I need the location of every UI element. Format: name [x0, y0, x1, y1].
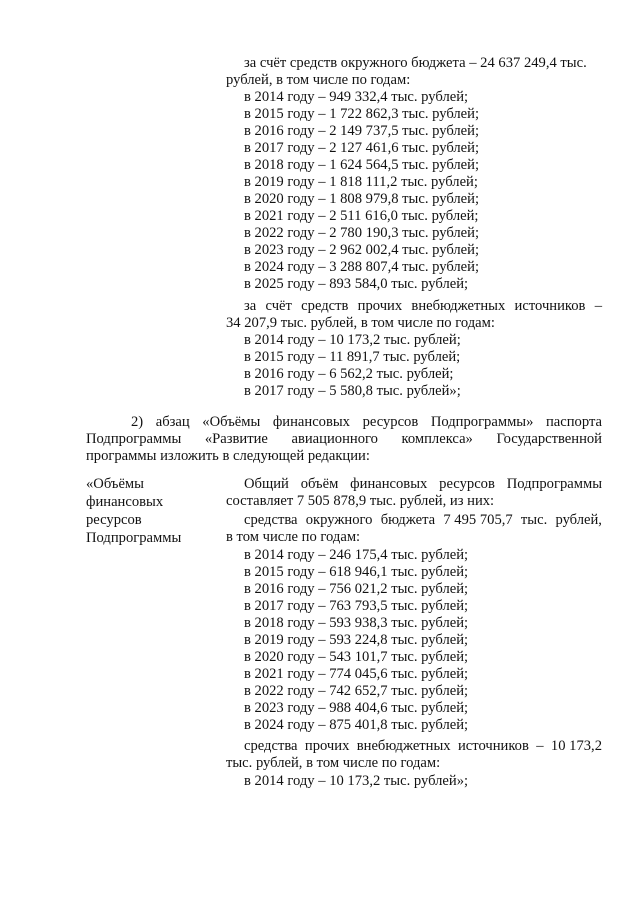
para2-line3: программы изложить в следующей редакции:: [86, 448, 370, 464]
block1-line1: за счёт средств окружного бюджета – 24 637 249,4 тыс.: [244, 55, 587, 71]
word: объём: [300, 476, 339, 492]
block2-year-2014: в 2014 году – 246 175,4 тыс. рублей;: [244, 547, 469, 563]
word: 7 495 705,7: [443, 512, 513, 528]
word: авиационного: [291, 431, 378, 447]
block1-year-2016: в 2016 году – 2 149 737,5 тыс. рублей;: [244, 123, 480, 139]
block2-other-line1: [244, 738, 602, 755]
block2-label-line2: финансовых: [86, 494, 164, 510]
word: средства: [244, 738, 298, 754]
word: счёт: [265, 298, 292, 314]
block1-other-line1: [244, 298, 602, 315]
block2-budget-line1: [244, 512, 602, 529]
para2-line1: [131, 414, 602, 431]
block1-line2: рублей, в том числе по годам:: [226, 72, 411, 88]
block2-total-line2: составляет 7 505 878,9 тыс. рублей, из них:: [226, 493, 495, 509]
word: источников: [457, 738, 529, 754]
block2-year-2017: в 2017 году – 763 793,5 тыс. рублей;: [244, 598, 469, 614]
word: комплекса»: [401, 431, 473, 447]
word: бюджета: [380, 512, 436, 528]
word: средства: [244, 512, 298, 528]
block1-year-2022: в 2022 году – 2 780 190,3 тыс. рублей;: [244, 225, 480, 241]
word: 2): [131, 414, 144, 430]
block2-label-line4: Подпрограммы: [86, 530, 182, 546]
word: рублей,: [555, 512, 602, 528]
block2-label-line1: «Объёмы: [86, 476, 144, 492]
block1-year-2017: в 2017 году – 2 127 461,6 тыс. рублей;: [244, 140, 480, 156]
block2-year-2024: в 2024 году – 875 401,8 тыс. рублей;: [244, 717, 469, 733]
word: прочих: [304, 738, 350, 754]
block2-year-2021: в 2021 году – 774 045,6 тыс. рублей;: [244, 666, 469, 682]
block2-other-year-2014: в 2014 году – 10 173,2 тыс. рублей»;: [244, 773, 469, 789]
word: паспорта: [545, 414, 602, 430]
para2-line2: [86, 431, 602, 448]
block2-other-line2: тыс. рублей, в том числе по годам:: [226, 755, 441, 771]
word: финансовых: [272, 414, 350, 430]
block2-year-2018: в 2018 году – 593 938,3 тыс. рублей;: [244, 615, 469, 631]
block2-year-2022: в 2022 году – 742 652,7 тыс. рублей;: [244, 683, 469, 699]
word: абзац: [155, 414, 190, 430]
word: за: [244, 298, 257, 314]
word: 10 173,2: [550, 738, 602, 754]
block1-year-2023: в 2023 году – 2 962 002,4 тыс. рублей;: [244, 242, 480, 258]
block2-year-2015: в 2015 году – 618 946,1 тыс. рублей;: [244, 564, 469, 580]
word: прочих: [357, 298, 403, 314]
word: Подпрограммы»: [430, 414, 534, 430]
block1-other-year-2017: в 2017 году – 5 580,8 тыс. рублей»;: [244, 383, 461, 399]
block2-year-2016: в 2016 году – 756 021,2 тыс. рублей;: [244, 581, 469, 597]
word: средств: [301, 298, 349, 314]
block1-year-2025: в 2025 году – 893 584,0 тыс. рублей;: [244, 276, 469, 292]
block1-year-2024: в 2024 году – 3 288 807,4 тыс. рублей;: [244, 259, 480, 275]
word: Общий: [244, 476, 289, 492]
block1-year-2018: в 2018 году – 1 624 564,5 тыс. рублей;: [244, 157, 480, 173]
word: окружного: [305, 512, 373, 528]
block1-other-year-2015: в 2015 году – 11 891,7 тыс. рублей;: [244, 349, 461, 365]
word: финансовых: [350, 476, 428, 492]
word: –: [536, 738, 544, 754]
word: «Развитие: [204, 431, 268, 447]
block1-other-year-2014: в 2014 году – 10 173,2 тыс. рублей;: [244, 332, 461, 348]
block2-budget-line2: в том числе по годам:: [226, 529, 361, 545]
block1-year-2014: в 2014 году – 949 332,4 тыс. рублей;: [244, 89, 469, 105]
block2-total-line1: [244, 476, 602, 493]
word: «Объёмы: [202, 414, 261, 430]
word: Подпрограммы: [86, 431, 182, 447]
block1-year-2015: в 2015 году – 1 722 862,3 тыс. рублей;: [244, 106, 480, 122]
block1-year-2021: в 2021 году – 2 511 616,0 тыс. рублей;: [244, 208, 479, 224]
word: Государственной: [496, 431, 602, 447]
word: тыс.: [520, 512, 548, 528]
block1-other-line2: 34 207,9 тыс. рублей, в том числе по годам:: [226, 315, 495, 331]
block1-year-2020: в 2020 году – 1 808 979,8 тыс. рублей;: [244, 191, 480, 207]
block2-year-2020: в 2020 году – 543 101,7 тыс. рублей;: [244, 649, 469, 665]
word: –: [594, 298, 602, 314]
word: внебюджетных: [356, 738, 451, 754]
block1-year-2019: в 2019 году – 1 818 111,2 тыс. рублей;: [244, 174, 478, 190]
block2-year-2019: в 2019 году – 593 224,8 тыс. рублей;: [244, 632, 469, 648]
block2-year-2023: в 2023 году – 988 404,6 тыс. рублей;: [244, 700, 469, 716]
block1-other-year-2016: в 2016 году – 6 562,2 тыс. рублей;: [244, 366, 454, 382]
word: ресурсов: [439, 476, 495, 492]
block2-label-line3: ресурсов: [86, 512, 142, 528]
word: внебюджетных: [411, 298, 506, 314]
word: источников: [514, 298, 586, 314]
word: ресурсов: [362, 414, 419, 430]
word: Подпрограммы: [506, 476, 602, 492]
